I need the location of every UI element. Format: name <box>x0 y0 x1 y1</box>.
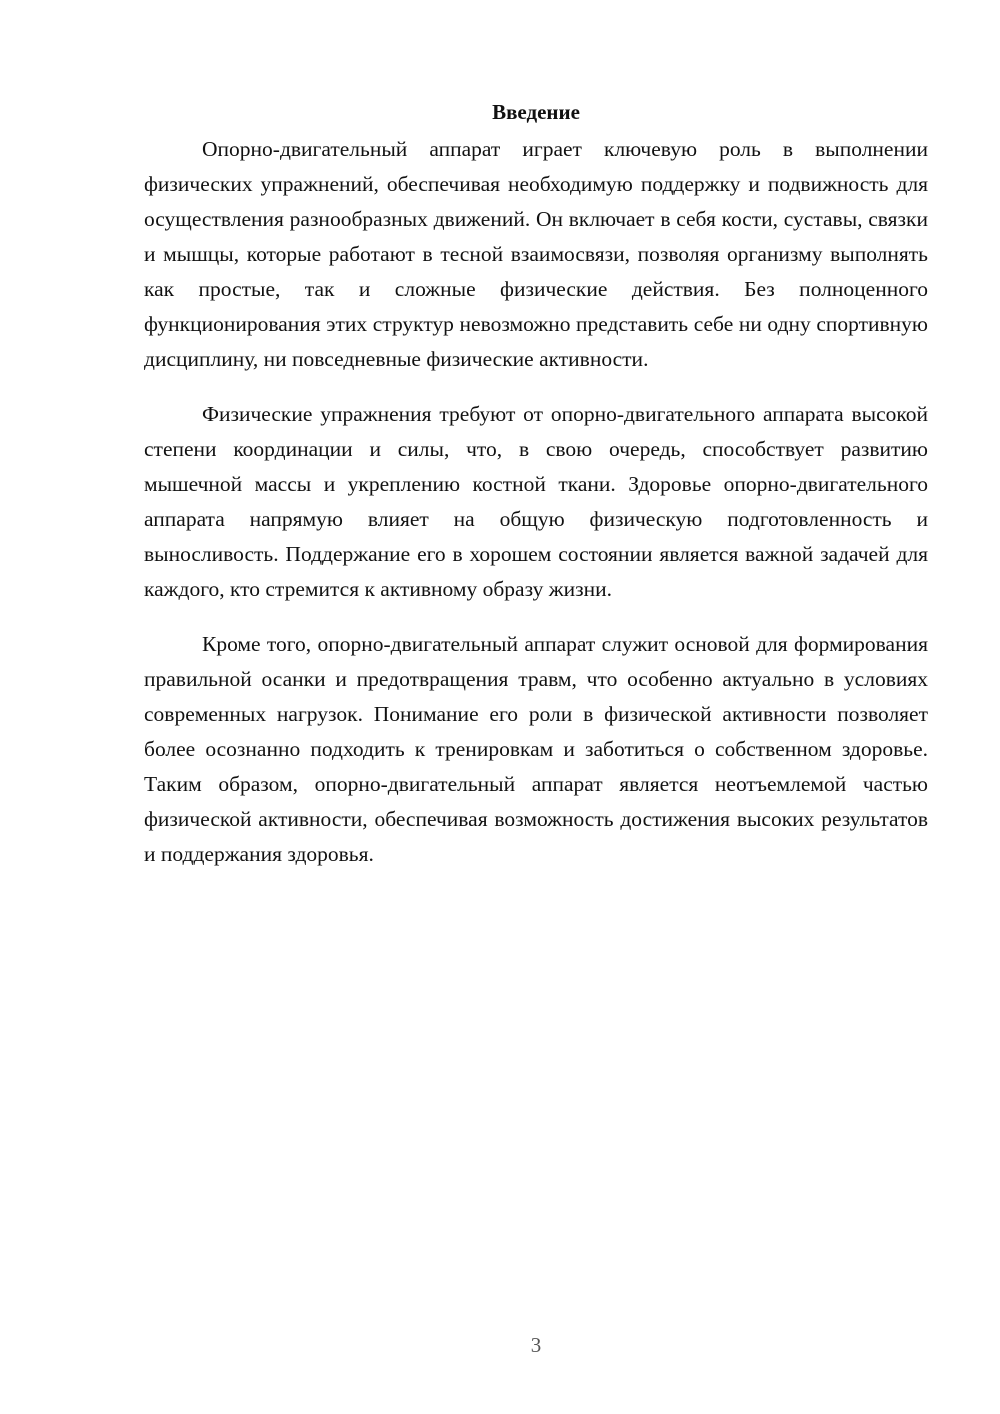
paragraph-3: Кроме того, опорно-двигательный аппарат служит основой для формирования правильной осанки и предотвращения травм, что особенно актуально в условиях современных нагрузок. Понимание его роли в физической активности позволяет более осознанно подходить к тренировкам и заботиться о собственном здоровье. Таким образом, опорно-двигательный аппарат является неотъемлемой частью физической активности, обеспечивая возможность достижения высоких результатов и поддержания здоровья. <box>144 632 928 866</box>
paragraph-2: Физические упражнения требуют от опорно-двигательного аппарата высокой степени координации и силы, что, в свою очередь, способствует развитию мышечной массы и укреплению костной ткани. Здоровье опорно-двигательного аппарата напрямую влияет на общую физическую подготовленность и выносливость. Поддержание его в хорошем состоянии является важной задачей для каждого, кто стремится к активному образу жизни. <box>144 402 928 601</box>
paragraph-1: Опорно-двигательный аппарат играет ключевую роль в выполнении физических упражнений, обеспечивая необходимую поддержку и подвижность для осуществления разнообразных движений. Он включает в себя кости, суставы, связки и мышцы, которые работают в тесной взаимосвязи, позволяя организму выполнять как простые, так и сложные физические действия. Без полноценного функционирования этих структур невозможно представить себе ни одну спортивную дисциплину, ни повседневные физические активности. <box>144 137 928 371</box>
section-title: Введение <box>492 100 580 124</box>
page-content <box>144 95 928 892</box>
page-number: 3 <box>530 1333 542 1357</box>
